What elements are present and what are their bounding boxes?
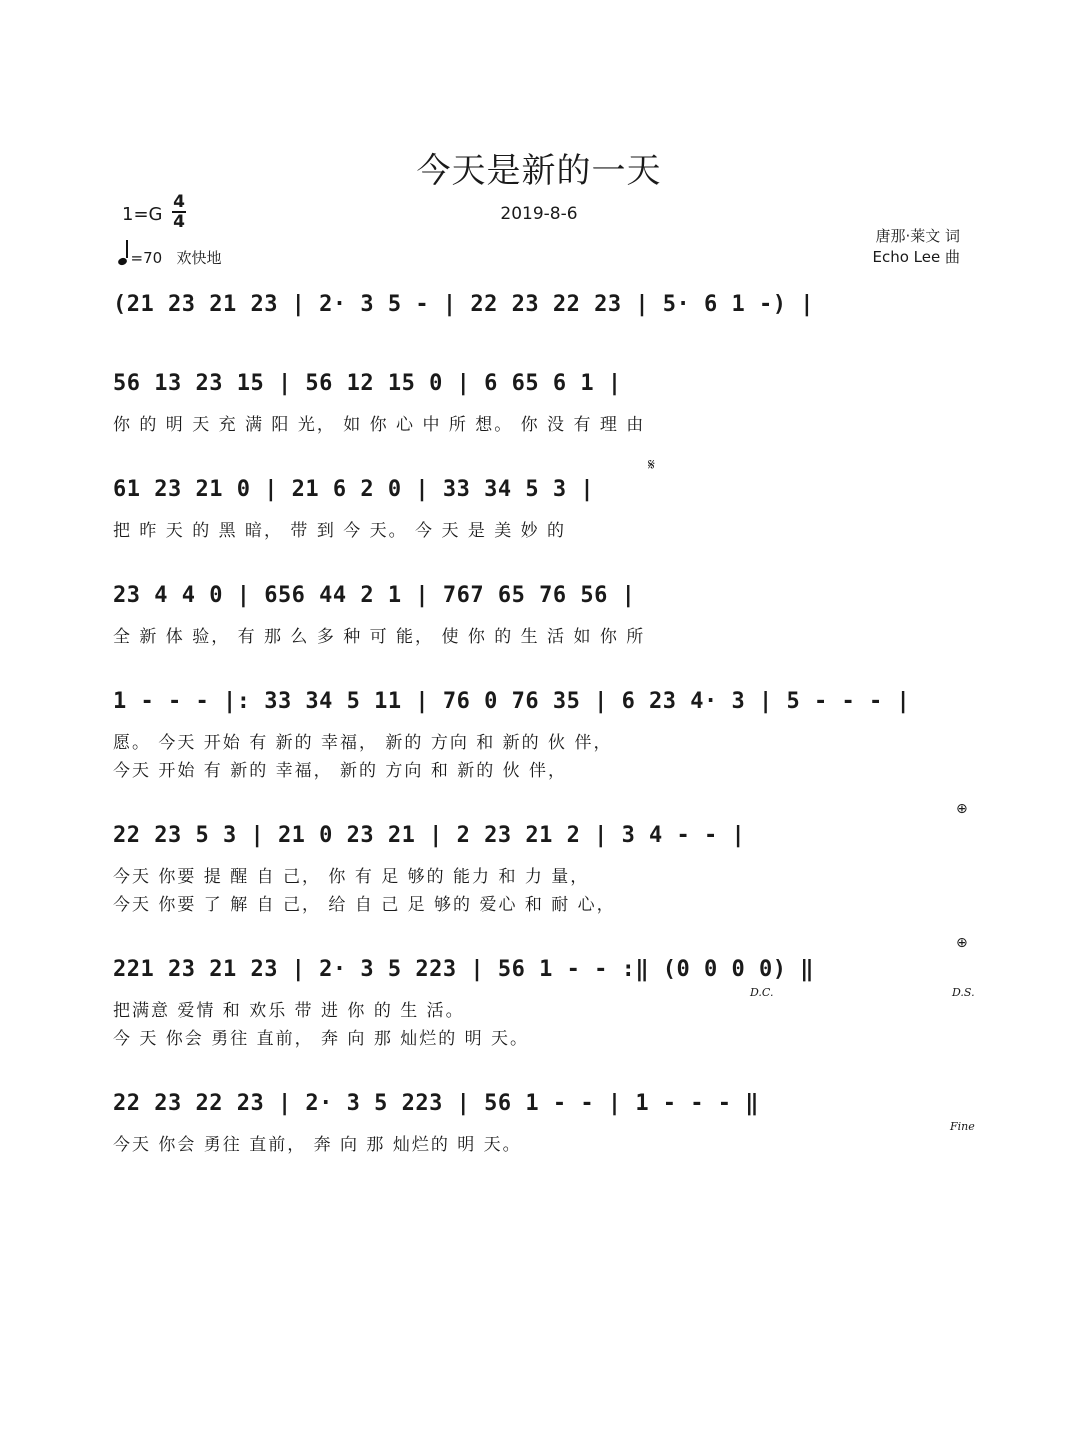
tempo-expression: 欢快地 <box>176 249 222 267</box>
key-signature: 1=G <box>122 204 163 225</box>
lyric-line: 今 天 你会 勇往 直前， 奔 向 那 灿烂的 明 天。 <box>113 1029 530 1049</box>
notation-line: 61 23 21 0 | 21 6 2 0 | 33 34 5 3 | <box>113 477 595 502</box>
coda-mark: ⊕ <box>956 801 968 817</box>
notation-line: 23 4 4 0 | 656 44 2 1 | 767 65 76 56 | <box>113 583 636 608</box>
time-signature-bottom: 4 <box>173 212 185 232</box>
date: 2019-8-6 <box>500 204 578 224</box>
ds-mark: D.S. <box>952 986 975 999</box>
song-title: 今天是新的一天 <box>416 151 662 191</box>
notation-line: 22 23 5 3 | 21 0 23 21 | 2 23 21 2 | 3 4 - - | <box>113 823 746 848</box>
lyric-line: 把 昨 天 的 黑 暗， 带 到 今 天。 今 天 是 美 妙 的 <box>113 521 567 541</box>
notation-line: 1 - - - |: 33 34 5 11 | 76 0 76 35 | 6 23 4· 3 | 5 - - - | <box>113 689 911 714</box>
lyric-line: 今天 你会 勇往 直前， 奔 向 那 灿烂的 明 天。 <box>113 1135 522 1155</box>
lyric-line: 今天 你要 了 解 自 己， 给 自 己 足 够的 爱心 和 耐 心， <box>113 895 616 915</box>
fine-mark: Fine <box>950 1120 975 1133</box>
lyric-line: 今天 开始 有 新的 幸福， 新的 方向 和 新的 伙 伴， <box>113 761 568 781</box>
time-signature <box>170 193 188 231</box>
notation-line: 22 23 22 23 | 2· 3 5 223 | 56 1 - - | 1 - - - ‖ <box>113 1091 760 1116</box>
lyric-line: 愿。 今天 开始 有 新的 幸福， 新的 方向 和 新的 伙 伴， <box>113 733 613 753</box>
quarter-note-icon <box>117 257 128 267</box>
segno-mark: 𝄋 <box>648 455 655 474</box>
coda-mark: ⊕ <box>956 935 968 951</box>
tempo-bpm: =70 <box>130 249 163 267</box>
dc-mark: D.C. <box>750 986 774 999</box>
composer: Echo Lee 曲 <box>872 248 960 266</box>
credits <box>873 226 961 268</box>
lyric-line: 全 新 体 验， 有 那 么 多 种 可 能， 使 你 的 生 活 如 你 所 <box>113 627 646 647</box>
lyric-line: 你 的 明 天 充 满 阳 光， 如 你 心 中 所 想。 你 没 有 理 由 <box>113 415 646 435</box>
lyric-line: 把满意 爱情 和 欢乐 带 进 你 的 生 活。 <box>113 1001 465 1021</box>
lyric-line: 今天 你要 提 醒 自 己， 你 有 足 够的 能力 和 力 量， <box>113 867 590 887</box>
tempo-marking <box>118 245 221 268</box>
time-signature-top: 4 <box>173 192 185 212</box>
notation-line: 56 13 23 15 | 56 12 15 0 | 6 65 6 1 | <box>113 371 622 396</box>
notation-line: (21 23 21 23 | 2· 3 5 - | 22 23 22 23 | 5· 6 1 -) | <box>113 292 815 317</box>
lyricist: 唐那·莱文 词 <box>875 227 960 245</box>
notation-line: 221 23 21 23 | 2· 3 5 223 | 56 1 - - :‖ (0 0 0 0) ‖ <box>113 957 815 982</box>
